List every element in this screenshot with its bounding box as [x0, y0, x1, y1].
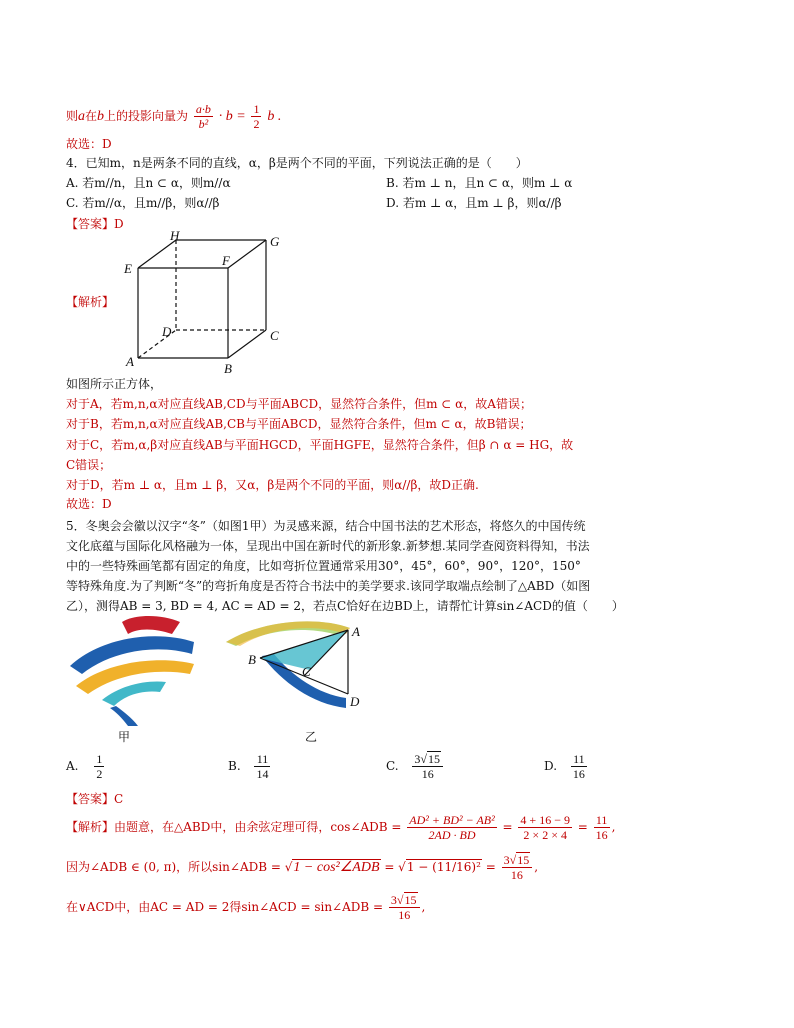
cube-label-h: H: [170, 228, 180, 243]
q5-stem-line-5: 乙），测得AB = 3, BD = 4, AC = AD = 2，若点C恰好在边BD上，请帮忙计算sin∠ACD的值（ ）: [66, 599, 624, 613]
q5-c-rad: 15: [428, 752, 440, 766]
sol2-sqrt-rad: 1 − (11/16)²: [406, 860, 481, 874]
q5-d-num: 11: [571, 752, 587, 767]
q5-stem-line-4: 等特殊角度.为了判断“冬”的弯折角度是否符合书法中的美学要求.该同学取端点绘制了△ABD（如图: [66, 579, 591, 593]
q4-option-b: B. 若m ⊥ n，且n ⊂ α，则m ⊥ α: [386, 176, 573, 190]
q4-analysis-line-3: 对于B，若m,n,α对应直线AB,CB与平面ABCD，显然符合条件，但m ⊂ α，故B错误；: [66, 417, 532, 431]
projection-line: [66, 102, 281, 131]
q5-option-b: [228, 752, 272, 781]
q5-option-b-label: B.: [228, 759, 241, 773]
q4-analysis-line-4: 对于C，若m,α,β对应直线AB与平面HGCD，平面HGFE，显然符合条件，但β ∩ α = HG，故: [66, 438, 574, 452]
q5-stem-line-1: 5．冬奥会会徽以汉字“冬”（如图1甲）为灵感来源，结合中国书法的艺术形态，将悠久的中国传统: [66, 519, 586, 533]
q5-answer: 【答案】C: [66, 792, 124, 806]
q4-analysis-line-5: C错误；: [66, 458, 112, 472]
proj-frac-num: a·b: [195, 102, 211, 116]
sol2-sqrt-mid: 1 − cos²∠ADB: [293, 860, 380, 875]
cosine-law-fraction: [407, 813, 496, 842]
proj-frac-den: b²: [198, 117, 209, 131]
q5-option-c-frac: $\frac{3√15}{16}$: [412, 752, 443, 781]
q5-solution-line-1: 【解析】由题意，在△ABD中，由余弦定理可得，cos∠ADB = $\frac{\text{AD² + BD² − AB²}}{2AD \cdot BD}$ = $\frac{4 + 16 - 9}{2 \times 2 \times 4}$ = $\frac{11}{16}$ ,: [66, 813, 616, 842]
q5-b-den: 14: [256, 767, 269, 781]
q4-analysis-line-1: 如图所示正方体，: [66, 377, 163, 391]
final-sine-fraction: $\frac{3√15}{16}$: [389, 893, 420, 922]
cube-label-d: D: [162, 324, 172, 339]
proj-on: 在: [85, 109, 98, 123]
cos-res-num: 11: [594, 813, 610, 828]
q4-analysis-line-2: 对于A，若m,n,α对应直线AB,CD与平面ABCD，显然符合条件，但m ⊂ α，故A错误；: [66, 397, 532, 411]
sol2-rad: 15: [517, 853, 530, 867]
q4-option-c: C. 若m//α，且m//β，则α//β: [66, 196, 220, 210]
cube-label-c: C: [270, 328, 279, 343]
proj-fraction: [194, 102, 213, 131]
cube-label-e: E: [124, 261, 132, 276]
q5-c-den: 16: [421, 767, 434, 781]
sol3-coef: 3: [390, 893, 397, 907]
emblem-tail-stroke: [110, 706, 138, 726]
proj-vec-b: b: [97, 109, 105, 124]
q5-solution-line-3: 在∨ACD中，由AC = AD = 2得sin∠ACD = sin∠ADB = $\frac{3√15}{16}$ ,: [66, 893, 426, 922]
q5-b-num: 11: [254, 752, 270, 767]
figure-caption-jia: 甲: [118, 730, 131, 744]
triangle-abd-figure: [222, 612, 372, 722]
cube-diagram: [118, 228, 288, 378]
sol2-den: 16: [510, 868, 523, 882]
q5-option-d-frac: [571, 752, 587, 781]
q5-sol3-prefix: 在∨ACD中，由AC = AD = 2得sin∠ACD = sin∠ADB =: [66, 900, 384, 914]
emblem-teal-stroke: [102, 682, 166, 706]
q5-stem-line-2: 文化底蕴与国际化风格融为一体，呈现出中国在新时代的新形象.新梦想.某同学查阅资料得知，书法: [66, 539, 590, 553]
fig-label-d: D: [350, 694, 360, 709]
q5-a-num: 1: [96, 752, 103, 766]
q4-analysis-label: 【解析】: [66, 295, 115, 309]
proj-text: 上的投影向量为: [104, 109, 189, 123]
q4-option-a: A. 若m//n，且n ⊂ α，则m//α: [66, 176, 231, 190]
cos-num: AD² + BD² − AB²: [409, 813, 495, 827]
cube-label-b: B: [224, 361, 232, 376]
proj-tail: · b =: [218, 109, 246, 124]
q5-option-d: [544, 752, 589, 781]
edge-BC: [228, 330, 266, 358]
cube-label-a: A: [126, 354, 134, 369]
q5-stem-line-3: 中的一些特殊画笔都有固定的角度，比如弯折位置通常采用30°，45°，60°，90°，120°，150°: [66, 559, 581, 573]
emblem-red-stroke: [122, 616, 180, 634]
proj-half: [251, 102, 261, 131]
winter-olympics-emblem: [62, 608, 202, 728]
q5-option-c: [386, 752, 445, 781]
q4-answer-choice: 故选：D: [66, 497, 112, 511]
edge-FG: [228, 240, 266, 268]
q5-sol1-prefix: 【解析】由题意，在△ABD中，由余弦定理可得，cos∠ADB =: [66, 820, 402, 834]
sol2-coef: 3: [503, 853, 510, 867]
q5-sol2-prefix: 因为∠ADB ∈ (0, π)，所以sin∠ADB =: [66, 860, 281, 874]
q5-a-den: 2: [96, 767, 103, 781]
q5-d-den: 16: [572, 767, 585, 781]
fig-label-a: A: [352, 624, 360, 639]
cosine-result-fraction: [594, 813, 610, 842]
cosine-numeric-fraction: [518, 813, 572, 842]
q5-option-b-frac: [254, 752, 270, 781]
q5-option-a-label: A.: [66, 759, 79, 773]
fig-label-b: B: [248, 652, 256, 667]
proj-end: b .: [267, 109, 282, 124]
fig-label-c: C: [302, 664, 311, 679]
q5-option-d-label: D.: [544, 759, 558, 773]
cube-label-g: G: [270, 234, 280, 249]
cube-label-f: F: [222, 253, 230, 268]
q5-solution-line-2: 因为∠ADB ∈ (0, π)，所以sin∠ADB = √1 − cos²∠ADB = √1 − (11/16)² = $\frac{3√15}{16}$ ,: [66, 853, 539, 882]
proj-prefix: 则: [66, 109, 79, 123]
sol3-den: 16: [398, 908, 411, 922]
q5-option-a-frac: [94, 752, 104, 781]
q5-option-c-label: C.: [386, 759, 399, 773]
cos-res-den: 16: [595, 828, 608, 842]
proj-vec-a: a: [78, 109, 86, 124]
question-4-stem: 4．已知m，n是两条不同的直线，α，β是两个不同的平面，下列说法正确的是（ ）: [66, 156, 528, 170]
cos-eq2-den: 2 × 2 × 4: [523, 828, 567, 842]
cos-eq2-num: 4 + 16 − 9: [520, 813, 570, 827]
q5-c-coef: 3: [414, 752, 421, 766]
q4-option-d: D. 若m ⊥ α，且m ⊥ β，则α//β: [386, 196, 562, 210]
sine-result-fraction: $\frac{3√15}{16}$: [502, 853, 533, 882]
edge-EH: [138, 240, 176, 268]
q4-answer: 【答案】D: [66, 217, 124, 231]
half-den: 2: [253, 117, 260, 131]
cos-den: 2AD · BD: [428, 828, 476, 842]
half-num: 1: [253, 102, 260, 116]
q5-option-a: [66, 752, 106, 781]
q4-analysis-line-6: 对于D，若m ⊥ α，且m ⊥ β，又α，β是两个不同的平面，则α//β，故D正确.: [66, 478, 479, 492]
answer-choice-3: 故选：D: [66, 137, 112, 151]
sol3-rad: 15: [404, 893, 417, 907]
figure-caption-yi: 乙: [305, 730, 318, 744]
